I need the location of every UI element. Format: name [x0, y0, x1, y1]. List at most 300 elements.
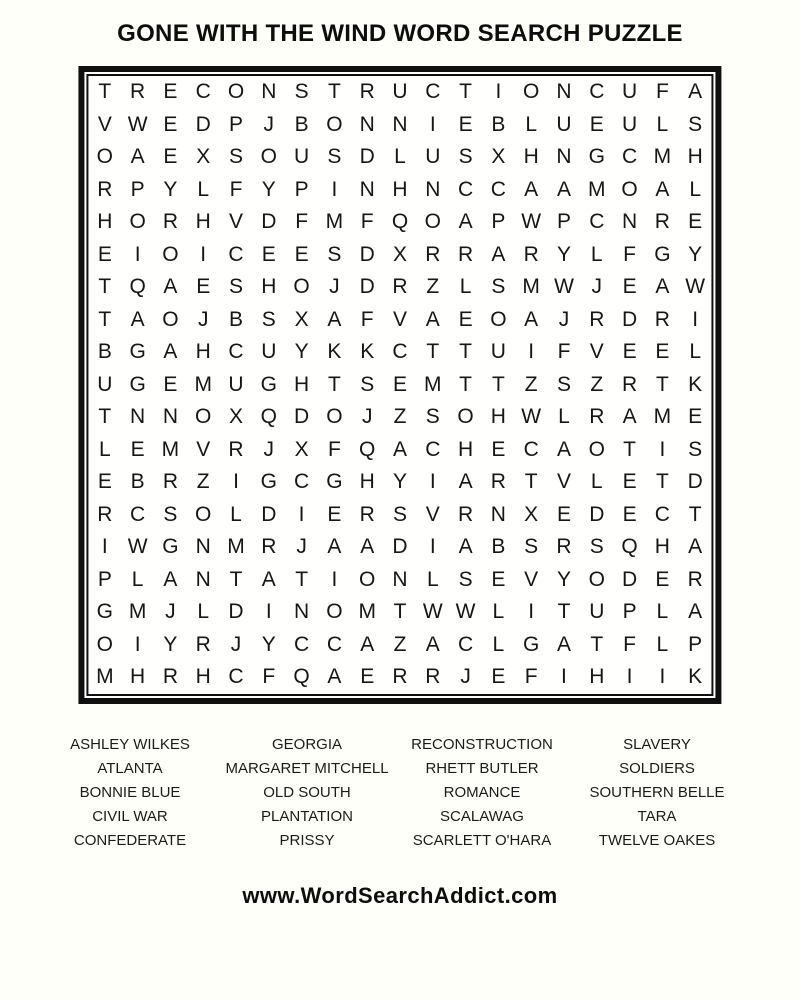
grid-letter: T [327, 80, 341, 104]
grid-letter: G [654, 242, 671, 266]
grid-letter: H [392, 177, 408, 201]
grid-letter: G [129, 372, 146, 396]
word-list-item: MARGARET MITCHELL [225, 760, 389, 777]
grid-letter: R [130, 80, 146, 104]
grid-letter: Q [129, 275, 146, 299]
grid-letter: A [458, 470, 473, 494]
grid-letter: E [163, 80, 178, 104]
grid-letter: W [685, 275, 706, 299]
grid-letter: V [524, 567, 539, 591]
grid-letter: Z [590, 372, 604, 396]
grid-letter: F [623, 242, 636, 266]
grid-letter: T [655, 372, 669, 396]
grid-letter: R [490, 470, 506, 494]
grid-letter: O [129, 210, 146, 234]
grid-letter: L [525, 112, 538, 136]
grid-letter: R [228, 437, 244, 461]
grid-letter: E [589, 112, 604, 136]
grid-letter: I [528, 600, 535, 624]
grid-letter: H [589, 665, 605, 689]
grid-letter: M [227, 535, 245, 559]
grid-letter: L [230, 502, 242, 526]
word-list-item: SOUTHERN BELLE [589, 784, 725, 801]
grid-letter: T [688, 502, 702, 526]
grid-letter: T [655, 470, 669, 494]
grid-letter: I [101, 535, 108, 559]
grid-letter: A [556, 437, 571, 461]
grid-letter: E [622, 502, 637, 526]
grid-letter: H [195, 210, 211, 234]
grid-letter: X [392, 242, 408, 266]
grid-letter: J [361, 405, 373, 429]
grid-letter: G [162, 535, 179, 559]
grid-letter: R [359, 80, 375, 104]
grid-letter: D [195, 112, 211, 136]
word-list-item: RECONSTRUCTION [411, 736, 553, 753]
grid-letter: X [294, 437, 309, 461]
grid-letter: L [558, 405, 570, 429]
grid-letter: S [458, 567, 473, 591]
grid-letter: M [588, 177, 606, 201]
grid-letter: A [688, 600, 703, 624]
grid-letter: I [659, 665, 666, 689]
grid-letter: T [557, 600, 571, 624]
grid-letter: A [130, 145, 145, 169]
grid-letter: T [295, 567, 309, 591]
grid-letter: G [523, 632, 540, 656]
grid-letter: O [293, 275, 310, 299]
grid-letter: J [329, 275, 340, 299]
grid-letter: O [326, 405, 343, 429]
word-list-item: ASHLEY WILKES [70, 736, 190, 753]
grid-letter: V [392, 307, 408, 331]
grid-letter: V [229, 210, 244, 234]
grid-letter: O [195, 502, 212, 526]
grid-letter: L [492, 600, 505, 624]
grid-letter: I [561, 665, 567, 689]
grid-letter: T [459, 372, 473, 396]
grid-letter: A [524, 307, 539, 331]
grid-letter: I [134, 632, 141, 656]
grid-letter: E [163, 145, 178, 169]
grid-letter: L [197, 600, 210, 624]
grid-letter: D [621, 307, 638, 331]
grid-letter: S [688, 437, 703, 461]
grid-letter: B [229, 307, 244, 331]
grid-letter: G [129, 340, 146, 364]
grid-letter: O [359, 567, 376, 591]
grid-letter: B [491, 112, 506, 136]
grid-letter: C [589, 210, 605, 234]
grid-letter: C [228, 340, 244, 364]
grid-letter: R [162, 470, 179, 494]
word-search-grid [78, 66, 721, 704]
grid-letter: D [359, 242, 375, 266]
grid-letter: J [591, 275, 603, 299]
word-list-item: SCALAWAG [440, 808, 524, 825]
grid-letter: E [196, 275, 211, 299]
grid-letter: E [458, 112, 473, 136]
grid-letter: F [262, 665, 276, 689]
word-list-item: TWELVE OAKES [598, 832, 716, 849]
grid-letter: E [261, 242, 276, 266]
grid-letter: W [554, 275, 574, 299]
grid-letter: C [523, 437, 539, 461]
website-url: www.WordSearchAddict.com [242, 883, 558, 908]
grid-letter: E [491, 437, 506, 461]
grid-letter: O [326, 112, 343, 136]
grid-letter: W [521, 405, 542, 429]
grid-letter: J [230, 632, 242, 656]
grid-letter: H [687, 145, 703, 169]
grid-letter: R [392, 665, 408, 689]
grid-letter: H [458, 437, 474, 461]
grid-letter: P [491, 210, 506, 234]
grid-letter: W [127, 535, 148, 559]
grid-letter: L [656, 632, 669, 656]
grid-letter: C [589, 80, 605, 104]
grid-letter: M [128, 600, 147, 624]
grid-letter: Y [261, 177, 276, 201]
grid-letter: C [458, 632, 474, 656]
grid-letter: I [626, 665, 633, 689]
grid-letter: A [327, 535, 342, 559]
grid-letter: I [265, 600, 272, 624]
grid-letter: M [522, 275, 540, 299]
grid-letter: O [588, 437, 605, 461]
grid-letter: P [229, 112, 244, 136]
grid-letter: E [360, 665, 375, 689]
grid-letter: J [197, 307, 209, 331]
grid-letter: T [229, 567, 243, 591]
grid-letter: Y [163, 632, 178, 656]
word-list-item: GEORGIA [271, 736, 342, 753]
grid-letter: S [425, 405, 440, 429]
grid-letter: A [163, 275, 178, 299]
grid-letter: H [195, 340, 211, 364]
grid-letter: U [621, 112, 638, 136]
word-list-item: CONFEDERATE [73, 832, 187, 849]
grid-letter: B [491, 535, 506, 559]
grid-letter: M [653, 145, 672, 169]
grid-letter: N [621, 210, 638, 234]
grid-letter: X [229, 405, 244, 429]
grid-letter: V [196, 437, 211, 461]
grid-letter: X [524, 502, 539, 526]
grid-letter: F [327, 437, 341, 461]
grid-letter: D [261, 502, 277, 526]
grid-letter: O [424, 210, 441, 234]
grid-letter: V [556, 470, 571, 494]
word-list-item: OLD SOUTH [263, 784, 351, 801]
grid-letter: U [97, 372, 113, 396]
grid-letter: S [688, 112, 703, 136]
grid-letter: U [261, 340, 277, 364]
grid-letter: E [97, 470, 112, 494]
grid-letter: Z [524, 372, 538, 396]
grid-letter: E [622, 470, 637, 494]
grid-letter: F [229, 177, 243, 201]
grid-letter: E [655, 567, 670, 591]
grid-letter: B [294, 112, 309, 136]
grid-letter: G [260, 470, 277, 494]
grid-letter: O [96, 145, 113, 169]
grid-letter: I [134, 242, 141, 266]
grid-letter: R [162, 665, 179, 689]
grid-letter: F [655, 80, 669, 104]
word-list-column [225, 733, 388, 853]
grid-letter: F [557, 340, 571, 364]
grid-letter: I [233, 470, 239, 494]
grid-letter: J [460, 665, 471, 689]
grid-letter: N [294, 600, 310, 624]
grid-letter: I [429, 112, 436, 136]
grid-letter: A [655, 177, 670, 201]
grid-letter: P [688, 632, 703, 656]
grid-letter: P [294, 177, 309, 201]
grid-letter: T [98, 275, 112, 299]
grid-letter: R [261, 535, 277, 559]
grid-letter: R [621, 372, 638, 396]
grid-letter: U [621, 80, 638, 104]
grid-letter: D [589, 502, 605, 526]
grid-letter: O [588, 567, 605, 591]
grid-letter: D [261, 210, 277, 234]
grid-letter: H [294, 372, 310, 396]
grid-letter: O [326, 600, 343, 624]
grid-letter: O [96, 632, 113, 656]
grid-letter: R [654, 307, 670, 331]
grid-letter: A [327, 665, 342, 689]
grid-letter: G [588, 145, 605, 169]
grid-letter: O [621, 177, 638, 201]
grid-letter: U [294, 145, 310, 169]
word-list-item: PRISSY [279, 832, 335, 849]
grid-letter: F [524, 665, 538, 689]
grid-letter: B [97, 340, 112, 364]
grid-letter: H [654, 535, 670, 559]
grid-letter: E [294, 242, 309, 266]
grid-letter: T [491, 372, 505, 396]
grid-letter: T [459, 340, 473, 364]
grid-letter: Y [688, 242, 703, 266]
word-list-item: BONNIE BLUE [79, 784, 181, 801]
grid-letter: O [457, 405, 474, 429]
grid-letter: J [296, 535, 307, 559]
grid-letter: C [392, 340, 408, 364]
grid-letter: O [490, 307, 507, 331]
grid-letter: H [97, 210, 113, 234]
grid-letter: N [195, 535, 211, 559]
word-list-column [411, 733, 553, 853]
grid-letter: C [621, 145, 638, 169]
grid-letter: J [558, 307, 570, 331]
grid-letter: D [294, 405, 310, 429]
grid-letter: D [392, 535, 408, 559]
grid-letter: R [162, 210, 179, 234]
grid-letter: A [360, 632, 375, 656]
grid-letter: E [688, 210, 703, 234]
grid-letter: A [425, 632, 440, 656]
grid-letter: R [589, 405, 605, 429]
grid-letter: P [556, 210, 571, 234]
grid-letter: R [687, 567, 703, 591]
grid-letter: I [331, 567, 338, 591]
grid-letter: Q [359, 437, 376, 461]
grid-letter: Y [392, 470, 408, 494]
grid-letter: P [622, 600, 637, 624]
grid-letter: V [589, 340, 604, 364]
grid-letter: H [523, 145, 539, 169]
grid-letter: L [459, 275, 472, 299]
grid-letter: N [392, 112, 408, 136]
grid-letter: E [97, 242, 112, 266]
grid-letter: E [556, 502, 571, 526]
grid-letter: M [325, 210, 344, 234]
grid-letter: B [130, 470, 145, 494]
grid-letter: O [162, 242, 179, 266]
grid-letter: A [163, 567, 178, 591]
grid-letter: O [162, 307, 179, 331]
grid-letter: A [556, 177, 571, 201]
grid-letter: H [490, 405, 506, 429]
grid-letter: I [429, 535, 436, 559]
grid-letter: E [392, 372, 408, 396]
grid-letter: I [429, 470, 436, 494]
grid-letter: Q [293, 665, 310, 689]
grid-letter: R [654, 210, 670, 234]
word-list-column [70, 733, 190, 853]
grid-letter: U [556, 112, 572, 136]
word-list-item: ATLANTA [97, 760, 163, 777]
grid-letter: S [491, 275, 506, 299]
grid-letter: R [523, 242, 539, 266]
grid-letter: G [326, 470, 343, 494]
grid-letter: D [359, 275, 375, 299]
grid-letter: N [392, 567, 408, 591]
grid-letter: E [622, 275, 637, 299]
grid-letter: S [327, 145, 342, 169]
grid-letter: A [261, 567, 276, 591]
grid-letter: R [425, 665, 441, 689]
grid-letter: H [195, 665, 211, 689]
grid-letter: S [556, 372, 571, 396]
grid-letter: L [656, 112, 669, 136]
grid-letter: K [327, 340, 342, 364]
grid-letter: M [161, 437, 180, 461]
grid-letter: L [394, 145, 406, 169]
grid-letter: D [228, 600, 244, 624]
grid-letter: L [689, 177, 702, 201]
grid-letter: C [654, 502, 670, 526]
grid-letter: N [556, 80, 572, 104]
grid-letter: D [687, 470, 703, 494]
grid-letter: S [589, 535, 604, 559]
grid-letter: Z [393, 632, 407, 656]
word-list-item: SLAVERY [623, 736, 691, 753]
grid-letter: E [163, 112, 178, 136]
grid-letter: C [326, 632, 342, 656]
grid-letter: C [130, 502, 146, 526]
grid-letter: I [331, 177, 338, 201]
grid-letter: E [688, 405, 703, 429]
grid-letter: T [524, 470, 538, 494]
grid-letter: E [130, 437, 145, 461]
grid-letter: J [263, 437, 275, 461]
grid-letter: F [360, 307, 374, 331]
grid-letter: O [523, 80, 540, 104]
grid-letter: H [261, 275, 277, 299]
grid-letter: M [194, 372, 212, 396]
grid-letter: S [261, 307, 276, 331]
grid-letter: L [492, 632, 505, 656]
grid-letter: R [458, 242, 474, 266]
grid-letter: X [294, 307, 309, 331]
word-list-column [589, 733, 724, 853]
grid-letter: L [590, 242, 603, 266]
grid-letter: S [163, 502, 178, 526]
grid-letter: J [165, 600, 176, 624]
grid-letter: C [294, 632, 310, 656]
grid-letter: O [260, 145, 277, 169]
grid-letter: L [197, 177, 210, 201]
grid-letter: M [358, 600, 376, 624]
word-list-item: PLANTATION [261, 808, 353, 825]
grid-letter: T [623, 437, 636, 461]
grid-letter: T [590, 632, 604, 656]
grid-letter: Z [426, 275, 440, 299]
grid-letter: K [688, 372, 703, 396]
grid-letter: Z [196, 470, 210, 494]
grid-letter: A [425, 307, 440, 331]
grid-letter: L [689, 340, 702, 364]
grid-letter: K [688, 665, 703, 689]
grid-letter: L [656, 600, 669, 624]
grid-letter: C [228, 665, 244, 689]
grid-letter: A [327, 307, 342, 331]
grid-letter: R [97, 502, 113, 526]
grid-letter: W [455, 600, 476, 624]
grid-letter: I [298, 502, 305, 526]
grid-letter: W [422, 600, 443, 624]
grid-letter: N [359, 112, 375, 136]
grid-letter: C [490, 177, 506, 201]
grid-letter: C [425, 437, 441, 461]
grid-letter: L [131, 567, 144, 591]
word-list [0, 733, 800, 863]
grid-letter: T [98, 405, 112, 429]
grid-letter: S [524, 535, 539, 559]
grid-letter: U [392, 80, 408, 104]
grid-letter: T [426, 340, 440, 364]
grid-letter: T [98, 307, 112, 331]
grid-letter: E [655, 340, 670, 364]
grid-letter: O [227, 80, 245, 104]
word-list-item: CIVIL WAR [92, 808, 168, 825]
grid-letter: E [491, 665, 506, 689]
grid-letter: L [426, 567, 439, 591]
grid-letter: M [653, 405, 672, 429]
grid-letter: U [425, 145, 441, 169]
grid-letter: Q [621, 535, 638, 559]
grid-letter: G [96, 600, 113, 624]
grid-letter: R [392, 275, 408, 299]
letter-grid [86, 74, 713, 696]
grid-letter: X [196, 145, 211, 169]
grid-letter: F [360, 210, 374, 234]
grid-letter: L [98, 437, 111, 461]
grid-letter: W [127, 112, 148, 136]
